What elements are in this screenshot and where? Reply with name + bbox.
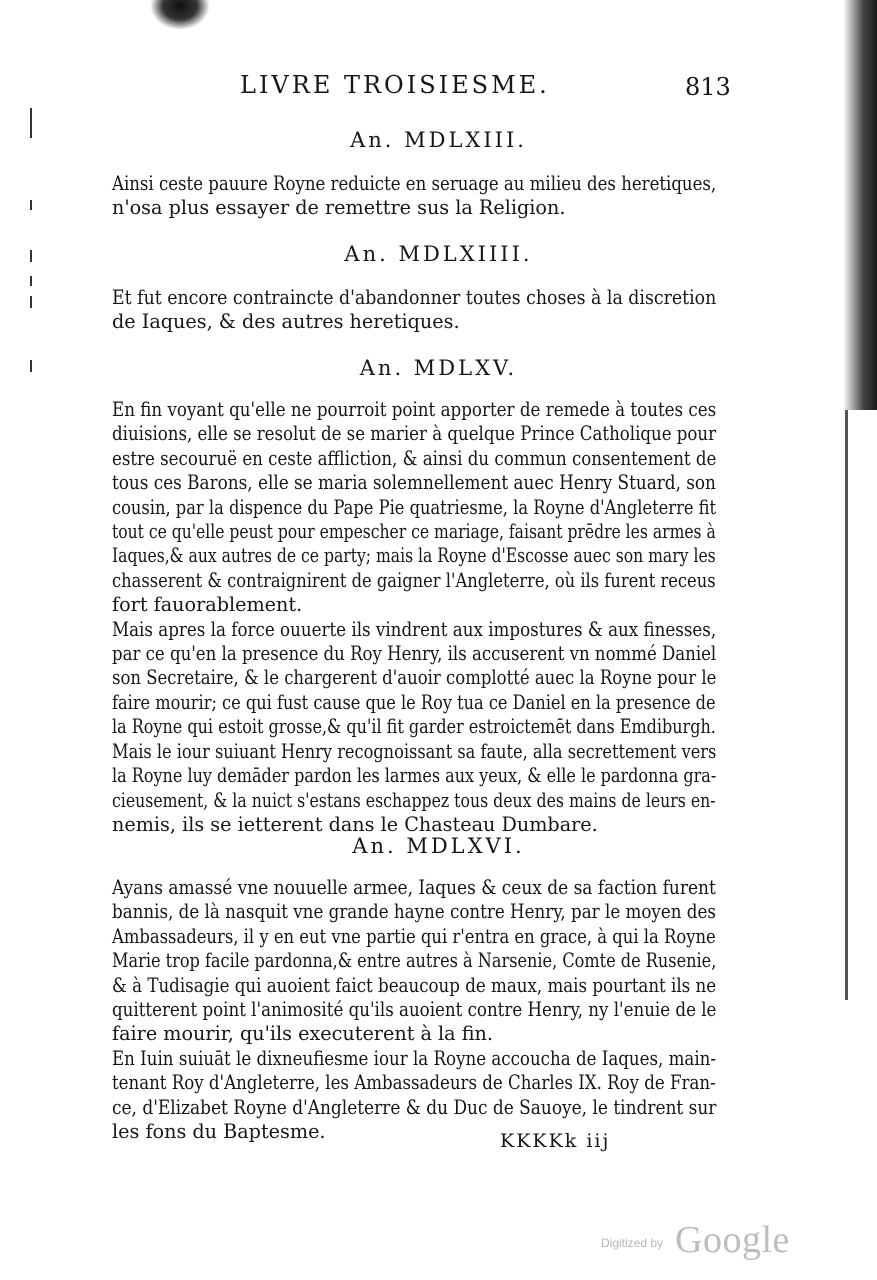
text-line: par ce qu'en la presence du Roy Henry, ils accuserent vn nommé Daniel <box>112 642 717 666</box>
text-line: Mais le iour suiuant Henry recognoissant sa faute, alla secrettement vers <box>112 739 717 763</box>
page-number: 813 <box>685 73 731 101</box>
year-heading: An. MDLXVI. <box>352 834 525 858</box>
text-line: Et fut encore contraincte d'abandonner toutes choses à la discretion <box>112 286 717 309</box>
catchword: KKKKk iij <box>500 1130 611 1152</box>
text-line: estre secouruë en ceste affliction, & ainsi du commun consentement de <box>112 446 717 470</box>
text-line: chasserent & contraignirent de gaigner l'Angleterre, où ils furent receus <box>112 568 716 592</box>
text-line: nemis, ils se ietterent dans le Chasteau Dumbare. <box>112 812 598 836</box>
gutter-mark <box>30 200 32 210</box>
text-line: & à Tudisagie qui auoient faict beaucoup de maux, mais pourtant ils ne <box>112 973 717 997</box>
paragraph <box>112 398 716 837</box>
text-line: de Iaques, & des autres heretiques. <box>112 310 460 334</box>
text-line: bannis, de là nasquit vne grande hayne contre Henry, par le moyen des <box>112 900 716 924</box>
watermark-prefix: Digitized by <box>601 1236 664 1250</box>
text-line: En Iuin suiuāt le dixneufiesme iour la Royne accoucha de Iaques, main- <box>112 1046 717 1070</box>
paragraph <box>112 172 716 221</box>
text-line: son Secretaire, & le chargerent d'auoir complotté auec la Royne pour le <box>112 666 717 690</box>
text-line: Ambassadeurs, il y en eut vne partie qui r'entra en grace, à qui la Royne <box>112 924 716 948</box>
gutter-mark <box>30 276 32 286</box>
google-logo: Google <box>675 1219 790 1261</box>
scan-shadow <box>843 0 877 410</box>
text-line: cousin, par la dispence du Pape Pie quatriesme, la Royne d'Angleterre fit <box>112 495 717 519</box>
text-line: tenant Roy d'Angleterre, les Ambassadeurs de Charles IX. Roy de Fran- <box>112 1071 716 1095</box>
running-head: LIVRE TROISIESME. <box>240 71 550 99</box>
text-line: Ainsi ceste pauure Royne reduicte en seruage au milieu des heretiques, <box>112 172 717 195</box>
year-heading: An. MDLXV. <box>359 356 518 380</box>
text-line: diuisions, elle se resolut de se marier à quelque Prince Catholique pour <box>112 422 717 446</box>
text-line: Mais apres la force ouuerte ils vindrent aux impostures & aux finesses, <box>112 617 717 641</box>
text-line: cieusement, & la nuict s'estans eschappez tous deux des mains de leurs en- <box>112 788 716 812</box>
text-line: faire mourir; ce qui fust cause que le Roy tua ce Daniel en la presence de <box>112 690 716 714</box>
text-line: faire mourir, qu'ils executerent à la fin. <box>112 1022 493 1046</box>
gutter-mark <box>30 296 32 308</box>
year-heading: An. MDLXIIII. <box>344 242 533 266</box>
paragraph <box>112 876 716 1144</box>
text-line: la Royne qui estoit grosse,& qu'il fit garder estroictemēt dans Emdiburgh. <box>112 715 716 739</box>
text-line: tout ce qu'elle peust pour empescher ce mariage, faisant prēdre les armes à <box>112 520 716 544</box>
text-line: n'osa plus essayer de remettre sus la Religion. <box>112 196 566 220</box>
text-line: ce, d'Elizabet Royne d'Angleterre & du Duc de Sauoye, le tindrent sur <box>112 1095 717 1119</box>
text-line: quitterent point l'animosité qu'ils auoient contre Henry, ny l'enuie de le <box>112 998 717 1022</box>
text-line: Ayans amassé vne nouuelle armee, Iaques & ceux de sa faction furent <box>112 876 716 899</box>
text-line: fort fauorablement. <box>112 593 303 617</box>
text-line: les fons du Baptesme. <box>112 1120 326 1144</box>
text-line: Iaques,& aux autres de ce party; mais la Royne d'Escosse auec son mary les <box>112 544 716 568</box>
page-gutter <box>0 0 44 1280</box>
text-line: Marie trop facile pardonna,& entre autres à Narsenie, Comte de Rusenie, <box>112 949 717 973</box>
scan-smudge <box>150 0 210 30</box>
text-line: la Royne luy demāder pardon les larmes aux yeux, & elle le pardonna gra- <box>112 764 717 788</box>
text-line: tous ces Barons, elle se maria solemnellement auec Henry Stuard, son <box>112 471 716 495</box>
year-heading: An. MDLXIII. <box>350 128 527 152</box>
text-line: En fin voyant qu'elle ne pourroit point apporter de remede à toutes ces <box>112 398 717 421</box>
paragraph <box>112 286 716 335</box>
